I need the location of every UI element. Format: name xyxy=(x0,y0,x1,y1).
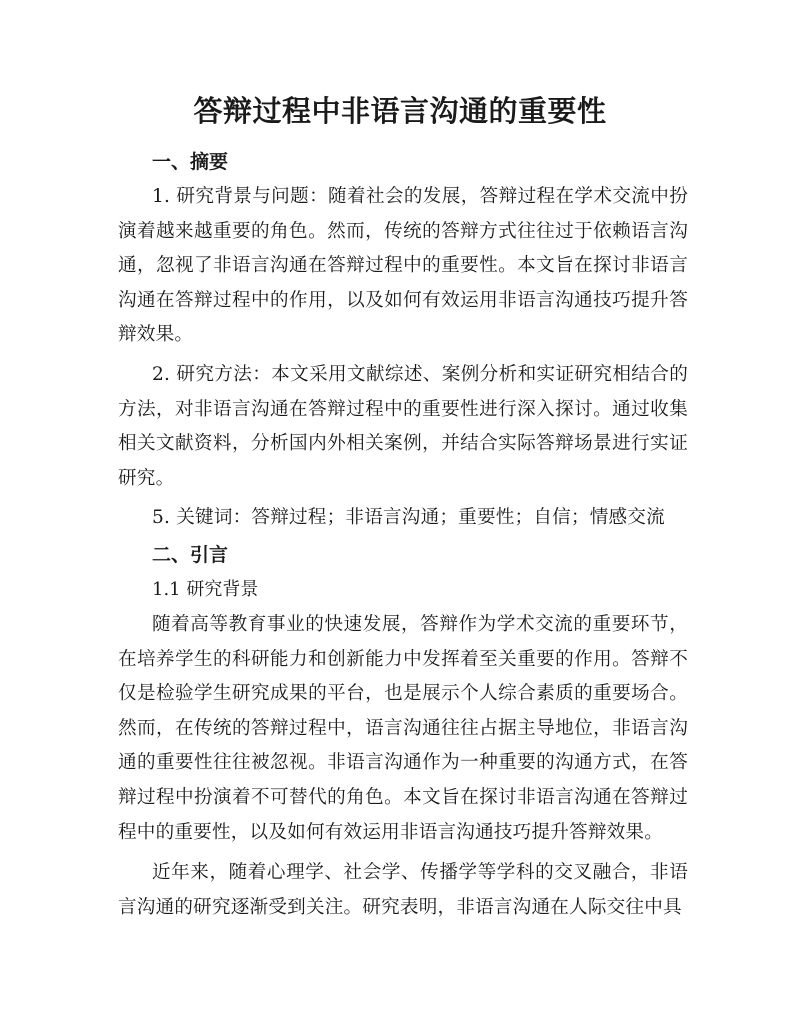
document-title: 答辩过程中非语言沟通的重要性 xyxy=(193,94,607,128)
abstract-paragraph-2: 2. 研究方法：本文采用文献综述、案例分析和实证研究相结合的方法，对非语言沟通在答辩过程中的重要性进行深入探讨。通过收集相关文献资料，分析国内外相关案例，并结合实际答辩场景进行实证研究。 xyxy=(118,364,688,489)
abstract-heading: 一、摘要 xyxy=(152,151,229,173)
introduction-heading: 二、引言 xyxy=(152,544,229,566)
keywords-paragraph: 5. 关键词：答辩过程；非语言沟通；重要性；自信；情感交流 xyxy=(152,507,665,528)
introduction-paragraph-1: 随着高等教育事业的快速发展，答辩作为学术交流的重要环节，在培养学生的科研能力和创新能力中发挥着至关重要的作用。答辩不仅是检验学生研究成果的平台，也是展示个人综合素质的重要场合。然而，在传统的答辩过程中，语言沟通往往占据主导地位，非语言沟通的重要性往往被忽视。非语言沟通作为一种重要的沟通方式，在答辩过程中扮演着不可替代的角色。本文旨在探讨非语言沟通在答辩过程中的重要性，以及如何有效运用非语言沟通技巧提升答辩效果。 xyxy=(118,614,688,843)
abstract-paragraph-1: 1. 研究背景与问题：随着社会的发展，答辩过程在学术交流中扮演着越来越重要的角色。然而，传统的答辩方式往往过于依赖语言沟通，忽视了非语言沟通在答辩过程中的重要性。本文旨在探讨非语言沟通在答辩过程中的作用，以及如何有效运用非语言沟通技巧提升答辩效果。 xyxy=(118,186,688,346)
research-background-subheading: 1.1 研究背景 xyxy=(152,579,259,600)
introduction-paragraph-2: 近年来，随着心理学、社会学、传播学等学科的交叉融合，非语言沟通的研究逐渐受到关注。研究表明，非语言沟通在人际交往中具 xyxy=(118,862,688,918)
